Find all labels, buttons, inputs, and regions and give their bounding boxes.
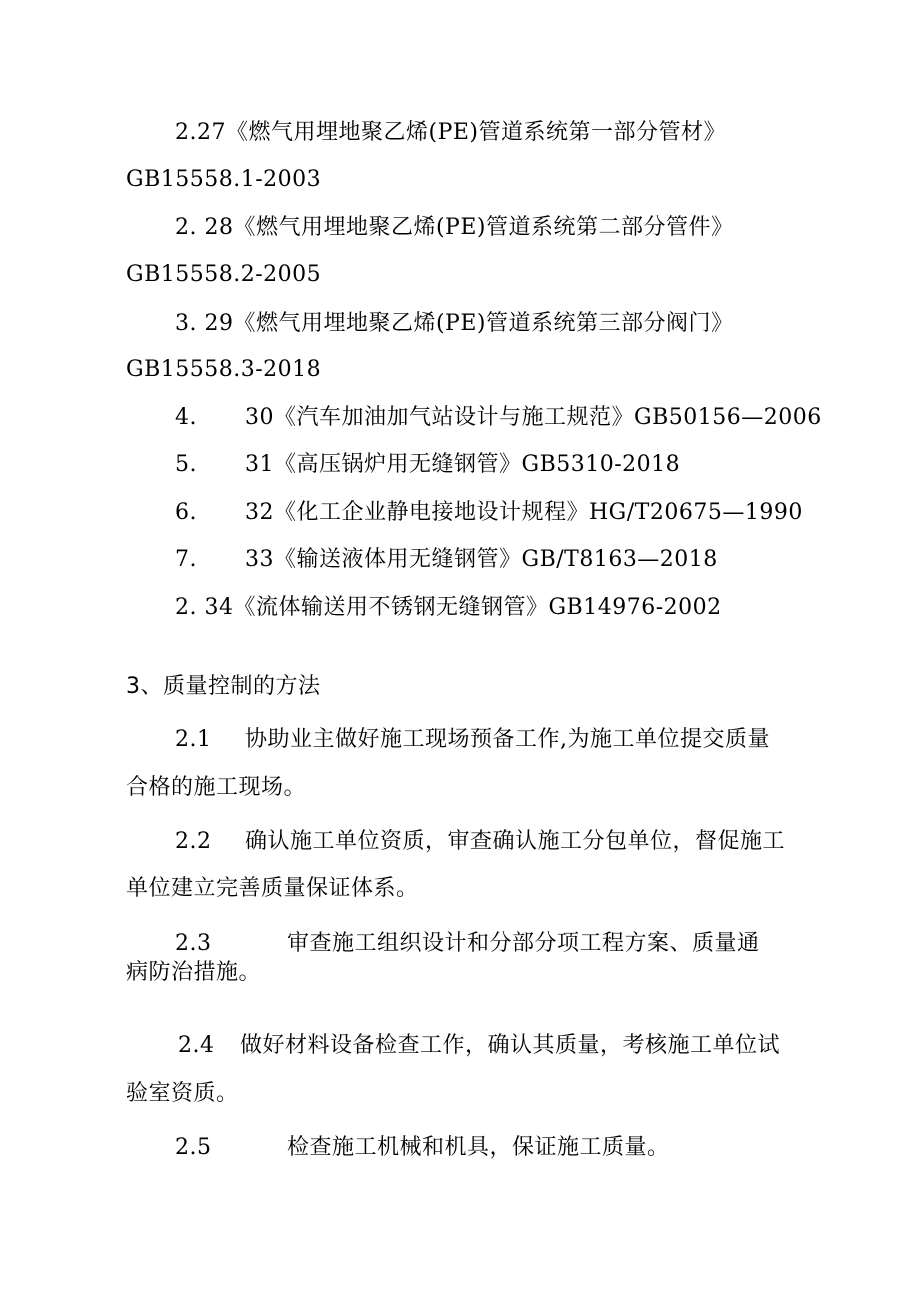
standard-2-27-line2: GB15558.1-2003 [126,167,322,192]
numbered-standard-7 [175,545,718,575]
item-2-1-line2: 合格的施工现场。 [126,775,307,800]
standard-3-29-line2: GB15558.3-2018 [126,357,322,382]
standard-2-27-line1: 2.27《燃气用埋地聚乙烯(PE)管道系统第一部分管材》 [175,120,727,145]
numbered-standard-text: 30《汽车加油加气站设计与施工规范》GB50156—2006 [245,405,822,430]
standard-2-34: 2. 34《流体输送用不锈钢无缝钢管》GB14976-2002 [175,595,722,620]
item-number: 2.2 [175,829,212,854]
item-number: 2.3 [175,931,212,956]
item-text: 审查施工组织设计和分部分项工程方案、质量通 [287,931,760,956]
numbered-standard-text: 31《高压锅炉用无缝钢管》GB5310-2018 [245,452,681,477]
item-2-2-line2: 单位建立完善质量保证体系。 [126,876,419,901]
numbered-standard-text: 32《化工企业静电接地设计规程》HG/T20675—1990 [245,500,803,525]
section-heading: 3、质量控制的方法 [126,674,321,699]
item-2-3-line2: 病防治措施。 [126,960,262,985]
numbered-standard-number: 6. [175,500,197,525]
item-2-3-line1 [175,929,760,959]
item-number: 2.4 [178,1033,215,1058]
numbered-standard-6 [175,498,803,528]
numbered-standard-number: 5. [175,452,197,477]
item-2-4-line1 [178,1031,780,1061]
numbered-standard-number: 7. [175,547,197,572]
item-2-4-line2: 验室资质。 [126,1081,239,1106]
item-2-1-line1 [175,725,770,755]
item-text: 做好材料设备检查工作，确认其质量，考核施工单位试 [240,1033,781,1058]
numbered-standard-text: 33《输送液体用无缝钢管》GB/T8163—2018 [245,547,718,572]
item-2-2-line1 [175,827,785,857]
item-number: 2.1 [175,727,212,752]
numbered-standard-4 [175,403,822,433]
numbered-standard-5 [175,450,680,480]
numbered-standard-number: 4. [175,405,197,430]
standard-2-28-line1: 2. 28《燃气用埋地聚乙烯(PE)管道系统第二部分管件》 [175,215,734,240]
item-number: 2.5 [175,1135,212,1160]
item-2-5-line1 [175,1133,670,1163]
item-text: 协助业主做好施工现场预备工作,为施工单位提交质量 [245,727,770,752]
item-text: 确认施工单位资质，审查确认施工分包单位，督促施工 [245,829,786,854]
item-text: 检查施工机械和机具，保证施工质量。 [287,1135,670,1160]
standard-3-29-line1: 3. 29《燃气用埋地聚乙烯(PE)管道系统第三部分阀门》 [175,311,734,336]
standard-2-28-line2: GB15558.2-2005 [126,262,322,287]
